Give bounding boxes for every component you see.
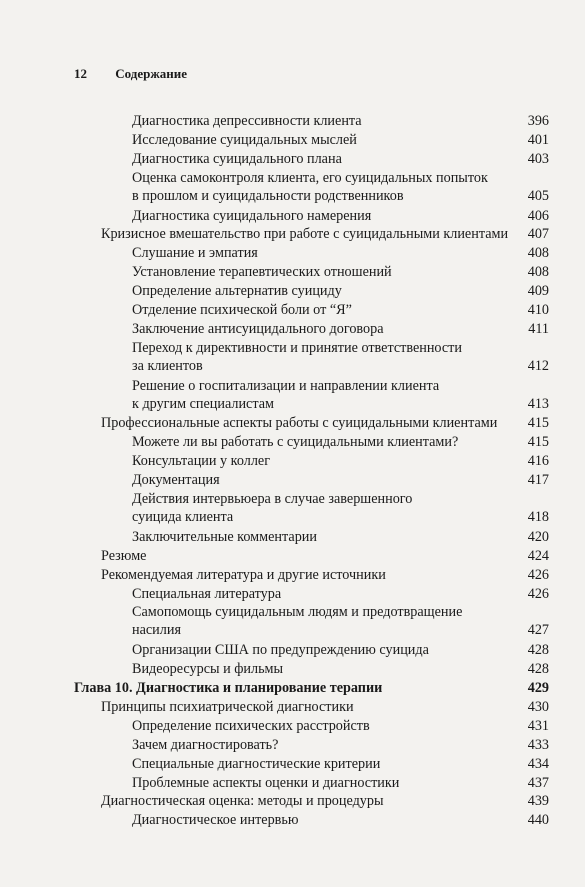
toc-entry-title: Можете ли вы работать с суицидальными клиентами? [132,434,459,451]
toc-entry [101,414,549,432]
toc-entry [132,585,549,603]
toc-entry [132,603,549,639]
toc-entry-title: Определение психических расстройств [132,717,370,734]
toc-entry-title: Кризисное вмешательство при работе с суицидальными клиентами [101,226,509,243]
toc-entry [132,641,549,659]
toc-entry-page-number: 406 [527,207,549,224]
toc-entry-title: за клиентов [132,357,203,374]
toc-entry [132,377,549,413]
toc-entry-page-number: 428 [527,642,549,659]
toc-entry-title: Проблемные аспекты оценки и диагностики [132,774,400,791]
toc-entry [132,244,549,262]
toc-entry-title: Диагностика суицидального плана [132,150,342,167]
toc-entry-title: Определение альтернатив суициду [132,283,342,300]
toc-entry [132,207,549,225]
toc-entry-title: Организации США по предупреждению суицида [132,642,429,659]
toc-entry-page-number: 405 [527,187,549,204]
toc-entry-title: Слушание и эмпатия [132,245,258,262]
header-running-title: Содержание [115,66,188,81]
toc-entry-page-number: 439 [527,793,549,810]
toc-entry [132,282,549,300]
toc-entry [101,225,549,243]
toc-entry-title: Профессиональные аспекты работы с суицидальными клиентами [101,415,498,432]
toc-entry-title: Отделение психической боли от “Я” [132,302,352,318]
toc-entry [132,433,549,451]
toc-entry-title: Заключение антисуицидального договора [132,320,384,337]
toc-entry-page-number: 401 [527,131,549,148]
toc-entry-title: Видеоресурсы и фильмы [132,661,284,678]
toc-entry [132,452,549,470]
toc-entry [132,263,549,281]
toc-entry [132,774,549,792]
toc-entry-page-number: 430 [527,698,549,715]
toc-entry-title: Глава 10. Диагностика и планирование терапии [74,680,383,696]
toc-entry-page-number: 413 [527,395,549,412]
toc-entry-page-number: 426 [527,566,549,583]
running-header [74,66,187,82]
toc-entry [132,339,549,375]
toc-entry [132,471,549,489]
toc-entry-page-number: 409 [527,283,549,300]
toc-entry-title: Диагностика суицидального намерения [132,207,372,224]
toc-entry-title: Диагностика депрессивности клиента [132,113,362,129]
toc-entry-title: Решение о госпитализации и направлении клиента [132,377,440,394]
toc-entry [132,320,549,338]
toc-entry [132,301,549,319]
toc-entry-page-number: 411 [528,320,549,337]
toc-entry-title: Диагностическая оценка: методы и процедуры [101,793,384,810]
toc-entry-title: Резюме [101,547,147,564]
toc-entry-title: Установление терапевтических отношений [132,264,392,281]
toc-entry-page-number: 416 [527,453,549,470]
toc-entry [132,528,549,546]
toc-entry [101,566,549,584]
toc-entry-title: Зачем диагностировать? [132,736,279,753]
toc-entry-page-number: 418 [527,509,549,525]
toc-entry-page-number: 410 [527,302,549,318]
toc-entry-page-number: 415 [527,415,549,432]
toc-entry-page-number: 424 [527,547,549,564]
toc-entry-title: суицида клиента [132,509,234,525]
toc-entry-page-number: 396 [527,113,549,129]
toc-entry-title: Заключительные комментарии [132,528,317,545]
toc-entry-page-number: 434 [527,755,549,772]
toc-entry-page-number: 407 [527,226,549,243]
toc-entry-title: Принципы психиатрической диагностики [101,698,354,715]
toc-entry-page-number: 417 [527,472,549,489]
toc-entry-title: Рекомендуемая литература и другие источники [101,566,386,583]
toc-entry-title: Диагностическое интервью [132,812,299,829]
toc-entry-page-number: 427 [527,622,549,639]
toc-entry [101,698,549,716]
toc-entry [132,717,549,735]
toc-entry [132,811,549,829]
toc-entry-title: к другим специалистам [132,395,275,412]
toc-entry-title: Исследование суицидальных мыслей [132,131,357,148]
toc-entry-title: Действия интервьюера в случае завершенного [132,491,413,507]
toc-entry-page-number: 415 [527,434,549,451]
toc-entry-title: Специальные диагностические критерии [132,755,381,772]
toc-entry [132,660,549,678]
toc-entry-title: Документация [132,472,220,489]
toc-entry-title: Самопомощь суицидальным людям и предотвращение [132,604,463,621]
toc-entry-page-number: 408 [527,245,549,262]
toc-entry-title: в прошлом и суицидальности родственников [132,187,404,204]
toc-entry [132,736,549,754]
toc-entry-page-number: 408 [527,264,549,281]
toc-entry-title: Переход к директивности и принятие ответственности [132,339,462,356]
toc-entry-title: Оценка самоконтроля клиента, его суицидальных попыток [132,169,488,186]
toc-entry-page-number: 437 [527,774,549,791]
toc-entry-page-number: 431 [527,717,549,734]
toc-entry [132,169,549,205]
toc-entry-page-number: 433 [527,736,549,753]
toc-entry [101,792,549,810]
header-page-number: 12 [74,66,87,81]
toc-entry [132,490,549,526]
toc-entry-page-number: 412 [527,357,549,374]
toc-entry-page-number: 420 [527,528,549,545]
toc-chapter-entry [74,679,549,697]
toc-entry [132,755,549,773]
toc-entry-page-number: 429 [527,680,549,696]
toc-entry-page-number: 403 [527,150,549,167]
toc-entry [132,131,549,149]
toc-entry [132,112,549,130]
toc-entry-page-number: 440 [527,812,549,829]
toc-entry-title: Консультации у коллег [132,453,271,470]
toc-entry-title: насилия [132,622,181,639]
toc-entry [101,547,549,565]
toc-entry-page-number: 426 [527,585,549,602]
toc-entry-title: Специальная литература [132,585,282,602]
toc-entry-page-number: 428 [527,661,549,678]
toc-entry [132,150,549,168]
